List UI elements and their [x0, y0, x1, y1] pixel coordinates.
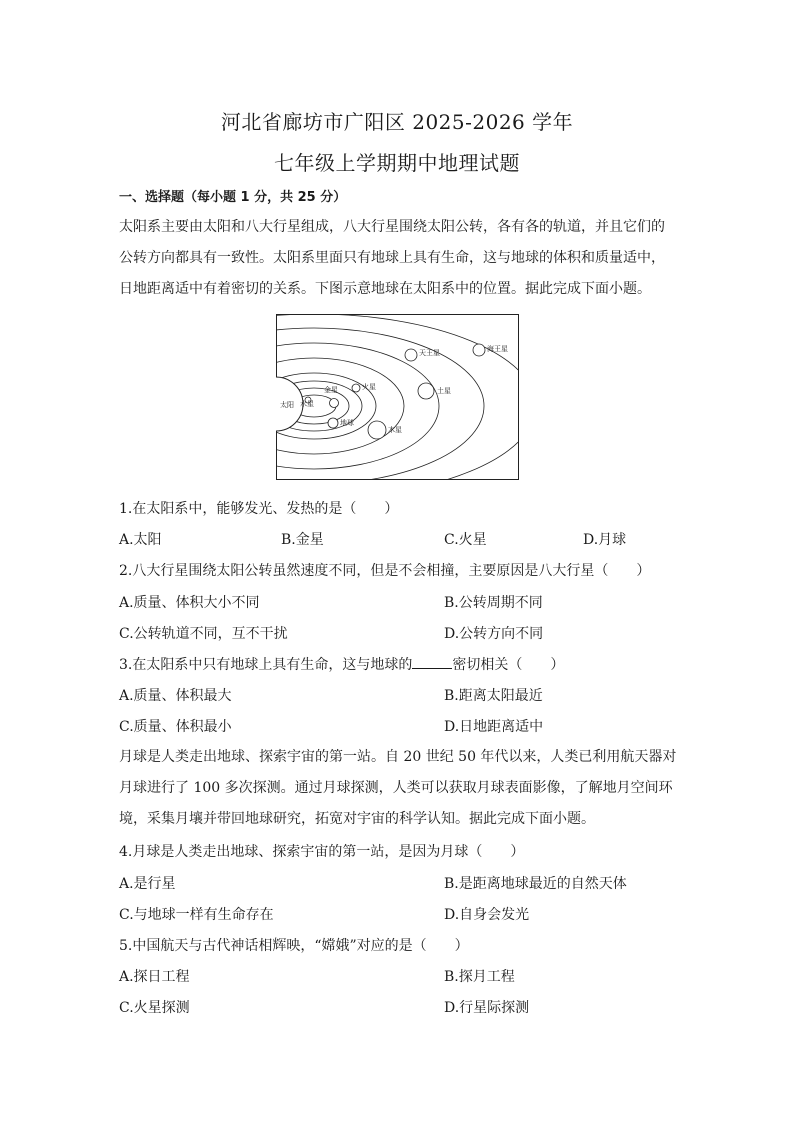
- answer-blank: [412, 654, 452, 669]
- question-5-option-b: B.探月工程: [444, 969, 515, 985]
- uranus-icon: [405, 349, 417, 361]
- question-3-option-a: A.质量、体积最大: [119, 688, 232, 704]
- passage-2-line: 月球是人类走出地球、探索宇宙的第一站。自 20 世纪 50 年代以来，人类已利用航天器对: [119, 749, 677, 765]
- question-5-stem: 5.中国航天与古代神话相辉映，“嫦娥”对应的是（ ）: [119, 938, 469, 954]
- question-3-option-d: D.日地距离适中: [444, 719, 544, 735]
- question-4-stem: 4.月球是人类走出地球、探索宇宙的第一站，是因为月球（ ）: [119, 844, 525, 860]
- jupiter-label: 木星: [388, 426, 402, 434]
- question-3-stem-before: 3.在太阳系中只有地球上具有生命，这与地球的: [119, 657, 413, 673]
- earth-icon: [328, 418, 338, 428]
- question-2-option-a: A.质量、体积大小不同: [119, 595, 260, 611]
- venus-label: 金星: [324, 386, 338, 394]
- question-2-option-b: B.公转周期不同: [444, 595, 543, 611]
- document-title-line1: 河北省廊坊市广阳区 2025-2026 学年: [220, 110, 574, 134]
- question-5-option-a: A.探日工程: [119, 969, 190, 985]
- question-4-option-a: A.是行星: [119, 876, 176, 892]
- question-4-option-c: C.与地球一样有生命存在: [119, 907, 274, 923]
- document-title-line2: 七年级上学期期中地理试题: [274, 151, 520, 175]
- question-1-stem: 1.在太阳系中，能够发光、发热的是（ ）: [119, 501, 399, 517]
- question-3-stem: [119, 654, 564, 674]
- saturn-icon: [418, 383, 434, 399]
- question-1-option-b: B.金星: [281, 532, 324, 548]
- question-2-option-d: D.公转方向不同: [444, 626, 544, 642]
- earth-label: 地球: [340, 419, 354, 427]
- passage-1-line: 公转方向都具有一致性。太阳系里面只有地球上具有生命，这与地球的体积和质量适中，: [119, 250, 665, 266]
- mercury-label: 水星: [300, 400, 314, 408]
- passage-1-line: 日地距离适中有着密切的关系。下图示意地球在太阳系中的位置。据此完成下面小题。: [119, 281, 651, 297]
- passage-2-line: 境，采集月壤并带回地球研究，拓宽对宇宙的科学认知。据此完成下面小题。: [119, 811, 595, 827]
- question-2-stem: 2.八大行星围绕太阳公转虽然速度不同，但是不会相撞，主要原因是八大行星（ ）: [119, 563, 651, 579]
- question-4-option-d: D.自身会发光: [444, 907, 530, 923]
- passage-2-line: 月球进行了 100 多次探测。通过月球探测，人类可以获取月球表面影像，了解地月空间环: [119, 780, 673, 796]
- question-5-option-c: C.火星探测: [119, 1000, 190, 1016]
- passage-1-line: 太阳系主要由太阳和八大行星组成，八大行星围绕太阳公转，各有各的轨道，并且它们的: [119, 219, 665, 235]
- venus-icon: [330, 399, 339, 408]
- sun-label: 太阳: [280, 401, 294, 409]
- question-3-option-c: C.质量、体积最小: [119, 719, 232, 735]
- passage-2: [119, 742, 679, 835]
- mars-label: 火星: [362, 383, 376, 391]
- mars-icon: [352, 384, 360, 392]
- uranus-label: 天王星: [419, 349, 440, 357]
- question-1-option-c: C.火星: [444, 532, 487, 548]
- question-4-option-b: B.是距离地球最近的自然天体: [444, 876, 627, 892]
- question-2-option-c: C.公转轨道不同，互不干扰: [119, 626, 288, 642]
- question-5-option-d: D.行星际探测: [444, 1000, 530, 1016]
- question-3-stem-after: 密切相关（ ）: [452, 657, 565, 673]
- neptune-icon: [473, 344, 485, 356]
- jupiter-icon: [368, 421, 386, 439]
- question-3-option-b: B.距离太阳最近: [444, 688, 543, 704]
- question-1-option-a: A.太阳: [119, 532, 162, 548]
- solar-system-figure: [276, 314, 519, 480]
- passage-1: [119, 212, 679, 305]
- section-heading: 一、选择题（每小题 1 分，共 25 分）: [119, 190, 347, 205]
- question-1-option-d: D.月球: [583, 532, 627, 548]
- saturn-label: 土星: [437, 387, 451, 395]
- neptune-label: 海王星: [487, 345, 508, 353]
